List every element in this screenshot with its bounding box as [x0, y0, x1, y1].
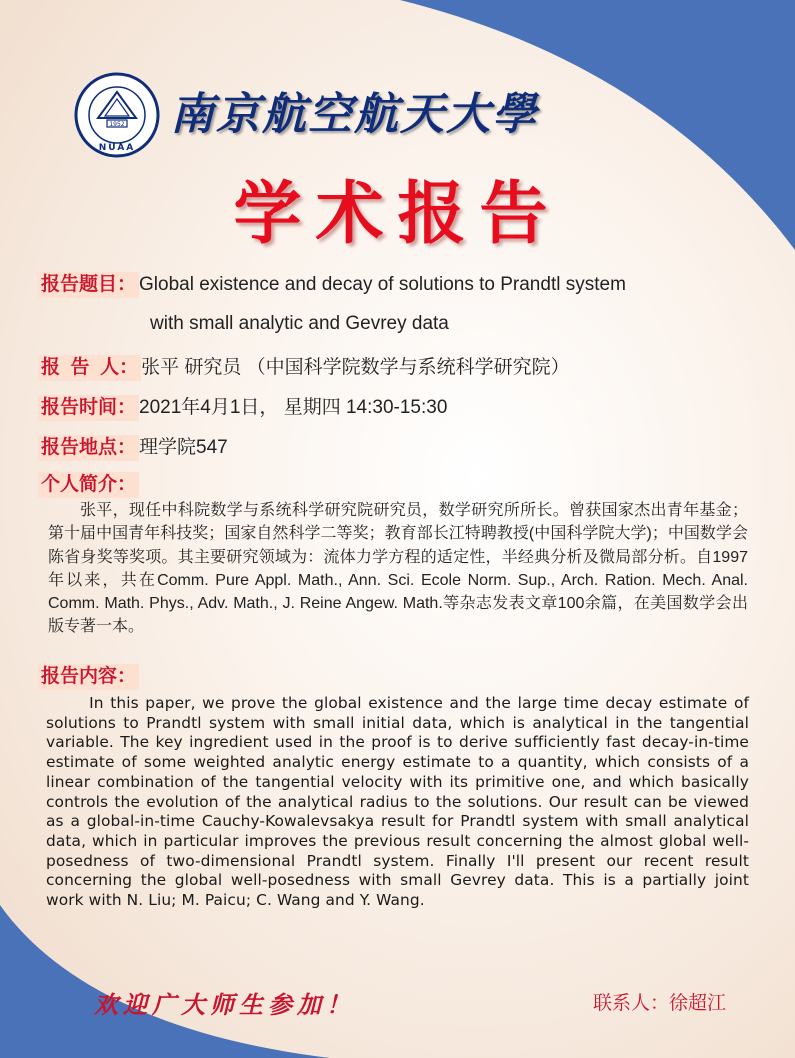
nuaa-seal-logo [74, 72, 160, 158]
topic-label: 报告题目： [38, 272, 139, 298]
time-value: 2021年4月1日， 星期四 14:30-15:30 [139, 397, 448, 418]
speaker-value: 张平 研究员 （中国科学院数学与系统科学研究院） [141, 357, 570, 378]
content-label: 报告内容： [38, 664, 139, 690]
place-row [38, 435, 228, 461]
content-section-header [38, 664, 139, 690]
topic-row [38, 272, 626, 298]
place-label: 报告地点： [38, 435, 139, 461]
speaker-label: 报 告 人： [38, 355, 141, 381]
seal-text: NUAA [98, 143, 136, 153]
topic-value-line2: with small analytic and Gevrey data [150, 313, 449, 334]
university-name: 南京航空航天大學 [170, 89, 538, 140]
seal-year: 1952 [109, 121, 125, 128]
place-value: 理学院547 [139, 437, 228, 458]
page-title: 学术报告 [233, 175, 562, 254]
bio-label: 个人简介： [38, 472, 139, 498]
welcome-slogan: 欢迎广大师生参加！ [94, 990, 355, 1019]
bio-section-header [38, 472, 139, 498]
topic-value-line1: Global existence and decay of solutions to Prandtl system [139, 274, 626, 295]
contact-person: 联系人：徐超江 [593, 993, 727, 1014]
abstract-text: In this paper, we prove the global existence and the large time decay estimate of solutions to Prandtl system with small initial data, which is analytical in the tangential variable. The key ingredient used in the proof is to derive sufficiently fast decay-in-time estimate of some weighted analytic energy estimate to a quantity, which consists of a linear combination of the tangential velocity with its primitive one, and which basically controls the evolution of the analytical radius to the solutions. Our result can be viewed as a global-in-time Cauchy-Kowalevsakya result for Prandtl system with small analytical data, which in particular improves the previous result concerning the almost global well-posedness of two-dimensional Prandtl system. Finally I'll present our recent result concerning the global well-posedness with small Gevrey data. This is a partially joint work with N. Liu; M. Paicu; C. Wang and Y. Wang. [46, 694, 749, 910]
speaker-row [38, 355, 570, 381]
bio-text: 张平，现任中科院数学与系统科学研究院研究员，数学研究所所长。曾获国家杰出青年基金；第十届中国青年科技奖；国家自然科学二等奖；教育部长江特聘教授(中国科学院大学)；中国数学会陈省身奖等奖项。其主要研究领域为：流体力学方程的适定性，半经典分析及微局部分析。自1997年以来，共在Comm. Pure Appl. Math., Ann. Sci. Ecole Norm. Sup., Arch. Ration. Mech. Anal. Comm. Math. Phys., Adv. Math., J. Reine Angew. Math.等杂志发表文章100余篇，在美国数学会出版专著一本。 [48, 502, 748, 636]
time-row [38, 395, 447, 421]
time-label: 报告时间： [38, 395, 139, 421]
